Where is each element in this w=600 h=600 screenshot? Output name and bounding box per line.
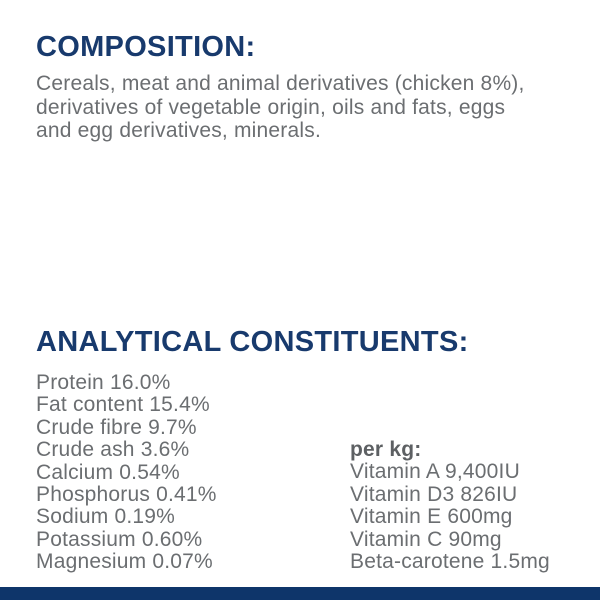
nutrient-item-vitamin-e: Vitamin E 600mg (350, 505, 513, 529)
nutrient-item-potassium: Potassium 0.60% (36, 527, 203, 551)
composition-line: Cereals, meat and animal derivatives (chicken 8%), (36, 72, 525, 95)
analytical-constituents-heading: ANALYTICAL CONSTITUENTS: (36, 326, 469, 358)
composition-heading: COMPOSITION: (36, 31, 256, 63)
analytical-right-column (350, 439, 550, 573)
nutrient-item-calcium: Calcium 0.54% (36, 460, 180, 484)
nutrient-item-fibre: Crude fibre 9.7% (36, 415, 197, 439)
nutrient-item-protein: Protein 16.0% (36, 371, 171, 394)
nutrient-item-vitamin-c: Vitamin C 90mg (350, 527, 502, 551)
nutrient-item-ash: Crude ash 3.6% (36, 438, 190, 462)
nutrient-item-magnesium: Magnesium 0.07% (36, 550, 213, 574)
nutrient-item-beta-carotene: Beta-carotene 1.5mg (350, 550, 550, 574)
composition-line: and egg derivatives, minerals. (36, 119, 321, 142)
nutrient-item-phosphorus: Phosphorus 0.41% (36, 483, 217, 507)
composition-line: derivatives of vegetable origin, oils and fats, eggs (36, 95, 506, 119)
analytical-left-column (36, 372, 217, 574)
nutrient-item-fat: Fat content 15.4% (36, 393, 210, 417)
composition-paragraph (36, 72, 525, 143)
nutrient-item-vitamin-d3: Vitamin D3 826IU (350, 482, 518, 506)
footer-accent-bar (0, 587, 600, 600)
nutrient-item-vitamin-a: Vitamin A 9,400IU (350, 460, 520, 484)
nutrient-item-sodium: Sodium 0.19% (36, 505, 175, 529)
per-kg-label: per kg: (350, 438, 422, 461)
